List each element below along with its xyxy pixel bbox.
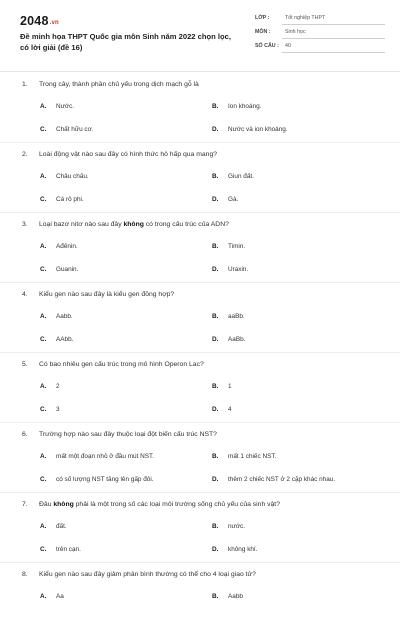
option-d[interactable] — [212, 336, 245, 343]
option-text: Châu chấu. — [56, 173, 89, 180]
option-c[interactable] — [40, 476, 154, 483]
option-text: nước. — [228, 523, 245, 530]
question-number: 7. — [22, 501, 28, 508]
question-stem — [22, 151, 380, 158]
question-text: Loài động vật nào sau đây có hình thức hô hấp qua mang? — [39, 151, 218, 158]
option-d[interactable] — [212, 126, 288, 133]
option-letter: C. — [40, 476, 47, 483]
question-stem — [22, 431, 380, 438]
option-letter: C. — [40, 266, 47, 273]
option-b[interactable] — [212, 313, 245, 320]
meta-underline — [282, 38, 385, 39]
option-text: 1 — [228, 383, 232, 390]
option-c[interactable] — [40, 336, 73, 343]
option-a[interactable] — [40, 383, 60, 390]
option-text: có số lượng NST tăng lên gấp đôi. — [56, 476, 154, 483]
option-c[interactable] — [40, 196, 84, 203]
question-stem — [22, 361, 380, 368]
meta-underline — [282, 52, 385, 53]
meta-underline — [282, 24, 385, 25]
option-d[interactable] — [212, 476, 335, 483]
option-letter: B. — [212, 453, 219, 460]
option-text: Timin. — [228, 243, 246, 250]
option-text: trên cạn. — [56, 546, 81, 553]
question-text: Kiểu gen nào sau đây giảm phân bình thường có thể cho 4 loại giao tử? — [39, 571, 256, 578]
option-b[interactable] — [212, 523, 245, 530]
option-letter: D. — [212, 546, 219, 553]
option-letter: D. — [212, 266, 219, 273]
question-text: Đâu — [39, 501, 54, 508]
question-text: Loại bazơ nitơ nào sau đây — [39, 221, 124, 228]
question-divider — [0, 352, 400, 353]
question-text-end: có trong cấu trúc của ADN? — [143, 221, 229, 228]
option-letter: C. — [40, 406, 47, 413]
option-letter: A. — [40, 243, 47, 250]
question-stem — [22, 81, 380, 88]
option-letter: A. — [40, 593, 47, 600]
question-stem — [22, 501, 380, 508]
document-title: Đề minh họa THPT Quốc gia môn Sinh năm 2022 chọn lọc, có lời giải (đề 16) — [20, 32, 231, 52]
option-letter: C. — [40, 126, 47, 133]
question-text: Trường hợp nào sau đây thuộc loại đột biến cấu trúc NST? — [39, 431, 217, 438]
option-a[interactable] — [40, 593, 64, 600]
option-a[interactable] — [40, 243, 78, 250]
header-divider — [0, 71, 400, 72]
option-text: mất một đoạn nhỏ ở đầu mút NST. — [56, 453, 154, 460]
option-a[interactable] — [40, 103, 74, 110]
option-letter: B. — [212, 523, 219, 530]
question-text-end: phải là một trong số các loại môi trường sống chủ yếu của sinh vật? — [73, 501, 280, 508]
option-text: không khí. — [228, 546, 258, 553]
option-d[interactable] — [212, 406, 232, 413]
option-a[interactable] — [40, 313, 73, 320]
option-text: Ion khoáng. — [228, 103, 262, 110]
option-d[interactable] — [212, 196, 238, 203]
question-emphasis: không — [123, 221, 144, 228]
site-logo[interactable] — [20, 14, 59, 28]
option-a[interactable] — [40, 453, 154, 460]
question-item — [0, 361, 400, 431]
question-number: 6. — [22, 431, 28, 438]
question-divider — [0, 142, 400, 143]
question-number: 2. — [22, 151, 28, 158]
meta-value: Sinh học — [285, 29, 306, 35]
option-b[interactable] — [212, 103, 261, 110]
option-text: Giun đất. — [228, 173, 254, 180]
question-text: Có bao nhiêu gen cấu trúc trong mô hình Operon Lac? — [39, 361, 204, 368]
option-text: Gà. — [228, 196, 239, 203]
meta-row-class — [255, 13, 385, 27]
question-item — [0, 151, 400, 221]
option-text: Uraxin. — [228, 266, 249, 273]
option-text: Aa — [56, 593, 64, 600]
question-emphasis: không — [53, 501, 74, 508]
option-text: AaBb. — [228, 336, 246, 343]
document-header — [0, 0, 400, 66]
option-text: 4 — [228, 406, 232, 413]
option-letter: D. — [212, 336, 219, 343]
question-number: 5. — [22, 361, 28, 368]
option-letter: B. — [212, 313, 219, 320]
option-text: Guanin. — [56, 266, 79, 273]
option-text: aaBb. — [228, 313, 245, 320]
option-letter: A. — [40, 313, 47, 320]
question-number: 3. — [22, 221, 28, 228]
option-text: AAbb. — [56, 336, 74, 343]
option-letter: C. — [40, 336, 47, 343]
option-text: Nước và ion khoáng. — [228, 126, 288, 133]
question-item — [0, 291, 400, 361]
option-c[interactable] — [40, 266, 78, 273]
option-letter: D. — [212, 476, 219, 483]
option-text: 2 — [56, 383, 60, 390]
question-stem — [22, 291, 380, 298]
option-letter: C. — [40, 196, 47, 203]
question-text: Trong cây, thành phần chủ yếu trong dịch mạch gỗ là — [39, 81, 199, 88]
option-text: Ađênin. — [56, 243, 78, 250]
logo-suffix: .vn — [49, 20, 59, 26]
option-text: 3 — [56, 406, 60, 413]
option-b[interactable] — [212, 383, 232, 390]
question-item — [0, 431, 400, 501]
option-b[interactable] — [212, 243, 245, 250]
option-a[interactable] — [40, 523, 67, 530]
option-text: Cá rô phi. — [56, 196, 84, 203]
question-item — [0, 501, 400, 571]
meta-row-count — [255, 41, 385, 55]
question-divider — [0, 282, 400, 283]
option-text: Nước. — [56, 103, 75, 110]
meta-row-subject — [255, 27, 385, 41]
option-letter: A. — [40, 173, 47, 180]
option-letter: B. — [212, 243, 219, 250]
option-letter: A. — [40, 383, 47, 390]
question-divider — [0, 422, 400, 423]
option-letter: B. — [212, 103, 219, 110]
question-number: 4. — [22, 291, 28, 298]
question-stem — [22, 571, 380, 578]
document-meta — [255, 13, 385, 55]
question-divider — [0, 492, 400, 493]
option-text: đất. — [56, 523, 67, 530]
option-letter: B. — [212, 593, 219, 600]
question-item — [0, 221, 400, 291]
option-letter: D. — [212, 406, 219, 413]
option-text: Aabb. — [56, 313, 73, 320]
meta-label: MÔN : — [255, 29, 271, 35]
meta-value: Tốt nghiệp THPT — [285, 15, 326, 21]
option-letter: B. — [212, 173, 219, 180]
question-stem — [22, 221, 380, 228]
option-d[interactable] — [212, 266, 248, 273]
question-item — [0, 81, 400, 151]
option-d[interactable] — [212, 546, 258, 553]
question-divider — [0, 212, 400, 213]
option-letter: D. — [212, 126, 219, 133]
question-number: 1. — [22, 81, 28, 88]
option-b[interactable] — [212, 453, 276, 460]
option-text: Chất hữu cơ. — [56, 126, 94, 133]
option-letter: B. — [212, 383, 219, 390]
meta-label: SỐ CÂU : — [255, 43, 279, 49]
question-number: 8. — [22, 571, 28, 578]
meta-value: 40 — [285, 43, 291, 49]
option-b[interactable] — [212, 173, 254, 180]
question-text: Kiểu gen nào sau đây là kiểu gen đồng hợp? — [39, 291, 175, 298]
question-list — [0, 81, 400, 641]
question-item — [0, 571, 400, 641]
question-divider — [0, 562, 400, 563]
option-letter: D. — [212, 196, 219, 203]
option-b[interactable] — [212, 593, 243, 600]
option-letter: C. — [40, 546, 47, 553]
logo-main: 2048 — [20, 14, 49, 28]
option-c[interactable] — [40, 406, 60, 413]
meta-label: LỚP : — [255, 15, 270, 21]
option-letter: A. — [40, 103, 47, 110]
option-text: mất 1 chiếc NST. — [228, 453, 277, 460]
option-letter: A. — [40, 523, 47, 530]
option-text: Aabb — [228, 593, 243, 600]
option-c[interactable] — [40, 546, 81, 553]
option-text: thêm 2 chiếc NST ở 2 cặp khác nhau. — [228, 476, 336, 483]
option-letter: A. — [40, 453, 47, 460]
option-c[interactable] — [40, 126, 94, 133]
option-a[interactable] — [40, 173, 89, 180]
